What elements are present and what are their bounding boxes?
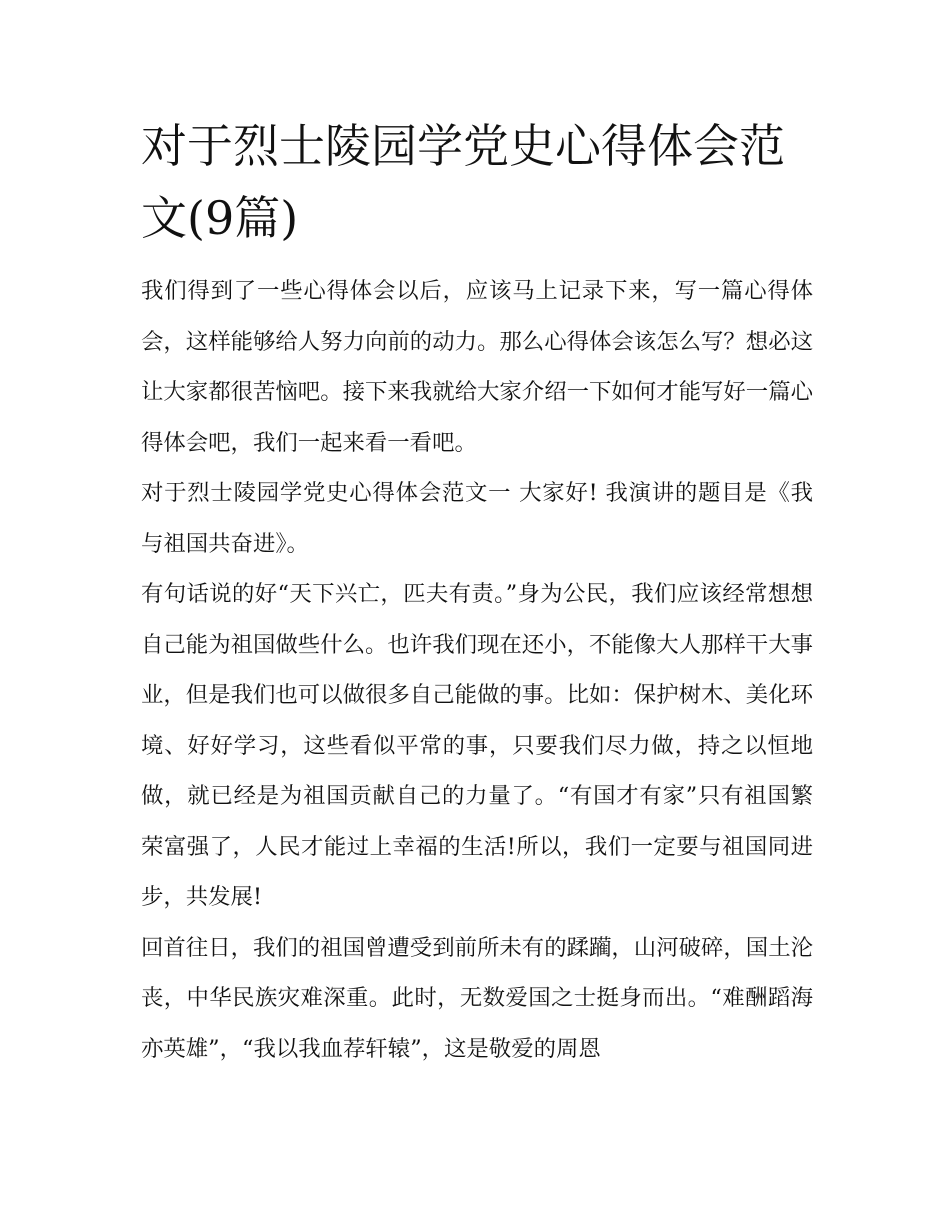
- document-body: [141, 110, 813, 1074]
- paragraph-speech-opening: 对于烈士陵园学党史心得体会范文一 大家好! 我演讲的题目是《我与祖国共奋进》。: [141, 480, 813, 557]
- paragraph-intro: 我们得到了一些心得体会以后，应该马上记录下来，写一篇心得体会，这样能够给人努力向前的动力。那么心得体会该怎么写？想必这让大家都很苦恼吧。接下来我就给大家介绍一下如何才能写好一篇心得体会吧，我们一起来看一看吧。: [141, 278, 813, 456]
- paragraph-responsibility: 有句话说的好“天下兴亡，匹夫有责。”身为公民，我们应该经常想想自己能为祖国做些什么。也许我们现在还小，不能像大人那样干大事业，但是我们也可以做很多自己能做的事。比如：保护树木、美化环境、好好学习，这些看似平常的事，只要我们尽力做，持之以恒地做，就已经是为祖国贡献自己的力量了。“有国才有家”只有祖国繁荣富强了，人民才能过上幸福的生活!所以，我们一定要与祖国同进步，共发展!: [141, 581, 813, 910]
- paragraph-history: 回首往日，我们的祖国曾遭受到前所未有的蹂躏，山河破碎，国土沦丧，中华民族灾难深重。此时，无数爱国之士挺身而出。“难酬蹈海亦英雄”，“我以我血荐轩辕”，这是敬爱的周恩: [141, 934, 813, 1062]
- document-title: 对于烈士陵园学党史心得体会范文(9篇): [141, 119, 785, 245]
